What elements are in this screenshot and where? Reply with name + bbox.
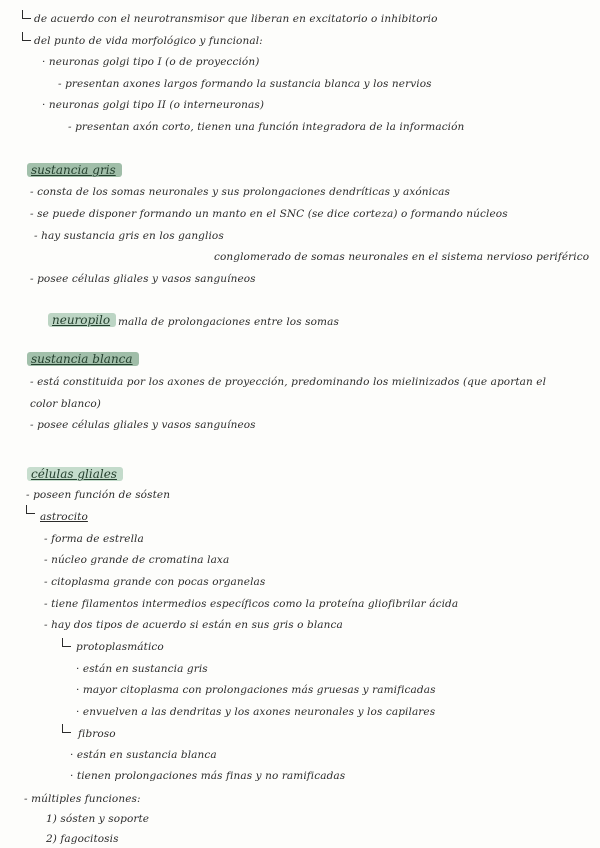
hook-mark xyxy=(22,10,31,19)
gris-bullet-2: - se puede disponer formando un manto en el SNC (se dice corteza) o formando núcleos xyxy=(30,208,508,220)
line-golgi-1: · neuronas golgi tipo I (o de proyección) xyxy=(42,56,260,68)
term-neuropilo: neuropilo xyxy=(48,313,116,327)
proto-item-3: · envuelven a las dendritas y los axones neuronales y los capilares xyxy=(76,706,436,718)
proto-item-2: · mayor citoplasma con prolongaciones más gruesas y ramificadas xyxy=(76,684,436,696)
blanca-bullet-1-cont: color blanco) xyxy=(30,398,101,410)
funcion-1: 1) sósten y soporte xyxy=(46,813,150,825)
line-neurotransmisor: de acuerdo con el neurotransmisor que liberan en excitatorio o inhibitorio xyxy=(34,13,438,25)
heading-sustancia-gris: sustancia gris xyxy=(27,163,122,177)
heading-celulas-gliales: células gliales xyxy=(27,467,123,481)
type-protoplasmatico: protoplasmático xyxy=(76,641,164,653)
gris-bullet-3-note: conglomerado de somas neuronales en el sistema nervioso periférico xyxy=(214,251,590,263)
hook-mark xyxy=(26,505,35,514)
astro-item-4: - tiene filamentos intermedios específicos como la proteína gliofibrilar ácida xyxy=(44,598,459,610)
heading-sustancia-blanca: sustancia blanca xyxy=(27,352,139,366)
blanca-bullet-1: - está constituida por los axones de proyección, predominando los mielinizados (que aportan el xyxy=(30,376,547,388)
astro-item-2: - núcleo grande de cromatina laxa xyxy=(44,554,230,566)
line-axones-largos: - presentan axones largos formando la sustancia blanca y los nervios xyxy=(58,78,432,90)
astro-item-3: - citoplasma grande con pocas organelas xyxy=(44,576,266,588)
funcion-2: 2) fagocitosis xyxy=(46,833,119,845)
line-golgi-2: · neuronas golgi tipo II (o interneuronas) xyxy=(42,99,265,111)
hook-mark xyxy=(62,638,71,647)
proto-item-1: · están en sustancia gris xyxy=(76,663,208,675)
type-fibroso: fibroso xyxy=(78,728,116,740)
hook-mark xyxy=(22,32,31,41)
gris-bullet-1: - consta de los somas neuronales y sus prolongaciones dendríticas y axónicas xyxy=(30,186,450,198)
astro-item-5: - hay dos tipos de acuerdo si están en sus gris o blanca xyxy=(44,619,343,631)
line-morfologico: del punto de vida morfológico y funcional: xyxy=(34,35,263,47)
astro-item-1: - forma de estrella xyxy=(44,533,144,545)
neuropilo-definition: malla de prolongaciones entre los somas xyxy=(118,316,339,328)
glia-bullet-sosten: - poseen función de sósten xyxy=(26,489,171,501)
fibroso-item-1: · están en sustancia blanca xyxy=(70,749,217,761)
subheading-astrocito: astrocito xyxy=(40,511,88,523)
blanca-bullet-2: - posee células gliales y vasos sanguíneos xyxy=(30,419,256,431)
fibroso-item-2: · tienen prolongaciones más finas y no ramificadas xyxy=(70,770,346,782)
gris-bullet-3: - hay sustancia gris en los ganglios xyxy=(34,230,224,242)
gris-bullet-4: - posee células gliales y vasos sanguíneos xyxy=(30,273,256,285)
line-axon-corto: - presentan axón corto, tienen una función integradora de la información xyxy=(68,121,465,133)
hook-mark xyxy=(62,724,71,733)
glia-multiples-funciones: - múltiples funciones: xyxy=(24,793,141,805)
